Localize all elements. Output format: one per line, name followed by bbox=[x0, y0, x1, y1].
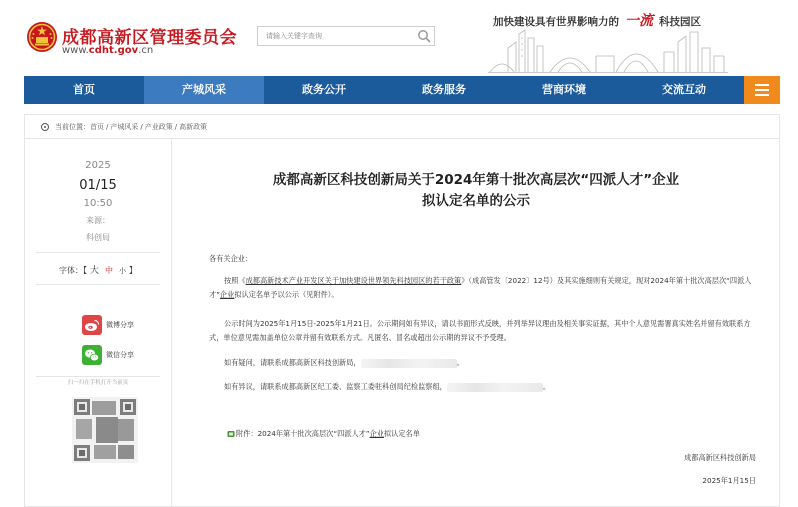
breadcrumb-prefix: 当前位置： bbox=[55, 123, 90, 131]
search-box bbox=[257, 26, 435, 46]
slogan-brush: 一流 bbox=[625, 13, 653, 29]
divider bbox=[36, 252, 160, 253]
attachment-prefix: 附件：2024年第十批次高层次“四派人才” bbox=[236, 429, 370, 438]
paragraph-policy bbox=[209, 274, 761, 302]
url-prefix: www. bbox=[62, 45, 89, 56]
p1-text-b: 》（成高管发〔2022〕12号）及其实施细则有关规定，现对2024年第十批次高层次“四派人才” bbox=[209, 276, 752, 299]
font-size-medium[interactable]: 中 bbox=[105, 266, 113, 275]
p1-text-c: 拟认定名单予以公示（见附件）。 bbox=[234, 290, 339, 299]
font-size-large[interactable]: 大 bbox=[89, 266, 99, 276]
url-suffix: .cn bbox=[138, 45, 154, 56]
breadcrumb-sep: / bbox=[106, 123, 109, 131]
attachment-line bbox=[227, 429, 420, 439]
nav-item-gov-affairs-open[interactable]: 政务公开 bbox=[302, 83, 346, 96]
signature-date: 2025年1月15日 bbox=[702, 476, 756, 485]
bracket-close: 】 bbox=[129, 266, 137, 275]
publish-time: 10:50 bbox=[83, 198, 113, 209]
location-pin-icon bbox=[41, 123, 49, 131]
enterprise-link[interactable]: 企业 bbox=[219, 290, 235, 299]
signature-org: 成都高新区科技创新局 bbox=[684, 453, 756, 462]
redacted-contact bbox=[361, 359, 457, 368]
publish-date: 01/15 bbox=[79, 178, 117, 193]
breadcrumb-sep: / bbox=[174, 123, 178, 131]
main-nav bbox=[24, 76, 780, 104]
share-wechat-button[interactable] bbox=[82, 345, 134, 365]
divider bbox=[36, 284, 160, 285]
qr-code-image bbox=[72, 397, 138, 463]
menu-bar bbox=[755, 89, 769, 91]
slogan-left: 加快建设具有世界影响力的 bbox=[493, 16, 619, 28]
article-title-line-1: 成都高新区科技创新局关于2024年第十批次高层次“四派人才”企业 bbox=[272, 172, 680, 188]
font-size-small[interactable]: 小 bbox=[119, 267, 126, 275]
breadcrumb-sep: / bbox=[140, 123, 143, 131]
wechat-icon bbox=[82, 345, 102, 365]
article-title bbox=[172, 170, 780, 212]
article-sidebar bbox=[24, 138, 172, 507]
breadcrumb-item-hitech-policy[interactable]: 高新政策 bbox=[179, 123, 208, 131]
salutation: 各有关企业： bbox=[209, 254, 253, 263]
share-weibo-button[interactable] bbox=[82, 315, 134, 335]
p4-text: 如有异议，请联系成都高新区纪工委、监察工委驻科创局纪检监察组， bbox=[224, 382, 447, 391]
source-value: 科创局 bbox=[86, 233, 110, 242]
breadcrumb bbox=[41, 122, 207, 132]
font-size-label: 字体： bbox=[58, 266, 83, 275]
url-main: cdht bbox=[88, 45, 114, 56]
city-skyline-illustration bbox=[488, 26, 728, 74]
paragraph-publicity-period: 公示时间为2025年1月15日-2025年1月21日。公示期间如有异议，请以书面形式反映，并列举异议理由及相关事实证据，其中个人意见需署真实姓名并留有效联系方式，单位意见需加盖单位公章并留有效联系方式。凡匿名、冒名或超出公示期的异议不予受理。 bbox=[209, 319, 751, 342]
bracket-open: 【 bbox=[82, 266, 87, 275]
p4-end: 。 bbox=[542, 382, 551, 391]
p3-end: 。 bbox=[456, 358, 464, 367]
site-header bbox=[0, 0, 798, 76]
policy-link[interactable]: 成都高新技术产业开发区关于加快建设世界领先科技园区的若干政策 bbox=[245, 276, 462, 285]
menu-hamburger-icon[interactable] bbox=[744, 76, 780, 104]
attachment-icon bbox=[227, 430, 235, 438]
breadcrumb-item-city-style[interactable]: 产城风采 bbox=[110, 123, 139, 131]
url-gov: .gov bbox=[113, 45, 139, 56]
attachment-suffix: 拟认定名单 bbox=[383, 429, 420, 438]
article-title-line-2: 拟认定名单的公示 bbox=[422, 193, 530, 209]
nav-item-gov-services[interactable]: 政务服务 bbox=[422, 83, 466, 96]
nav-item-home[interactable]: 首页 bbox=[73, 83, 95, 96]
publish-year: 2025 bbox=[85, 160, 111, 171]
paragraph-contact-objection bbox=[209, 380, 761, 394]
share-wechat-label: 微信分享 bbox=[106, 351, 134, 359]
source-label: 来源： bbox=[86, 216, 110, 225]
redacted-contact bbox=[447, 383, 543, 392]
slogan-right: 科技园区 bbox=[659, 16, 701, 28]
share-weibo-label: 微博分享 bbox=[106, 321, 134, 329]
menu-bar bbox=[755, 94, 769, 96]
nav-item-city-style[interactable]: 产城风采 bbox=[144, 76, 264, 104]
p1-text-a: 按照《 bbox=[224, 276, 246, 285]
font-size-switcher bbox=[24, 263, 172, 276]
nav-item-business-env[interactable]: 营商环境 bbox=[542, 83, 586, 96]
breadcrumb-item-home[interactable]: 首页 bbox=[90, 123, 104, 131]
paragraph-contact-inquiry bbox=[209, 356, 761, 370]
qr-caption: 扫一扫在手机打开当前页 bbox=[67, 380, 129, 386]
weibo-icon bbox=[82, 315, 102, 335]
attachment-link[interactable]: 企业 bbox=[369, 429, 384, 438]
nav-item-interaction[interactable]: 交流互动 bbox=[662, 83, 706, 96]
divider bbox=[36, 376, 160, 377]
search-icon[interactable] bbox=[416, 28, 432, 44]
site-title[interactable]: 成都高新区管理委员会 bbox=[62, 28, 237, 48]
national-emblem-icon[interactable] bbox=[26, 21, 58, 53]
menu-bar bbox=[755, 84, 769, 86]
search-input[interactable] bbox=[258, 27, 414, 45]
breadcrumb-bar bbox=[24, 114, 780, 138]
breadcrumb-item-industry-policy[interactable]: 产业政策 bbox=[144, 123, 173, 131]
site-url bbox=[62, 45, 153, 56]
p3-text: 如有疑问，请联系成都高新区科技创新局， bbox=[224, 358, 361, 367]
